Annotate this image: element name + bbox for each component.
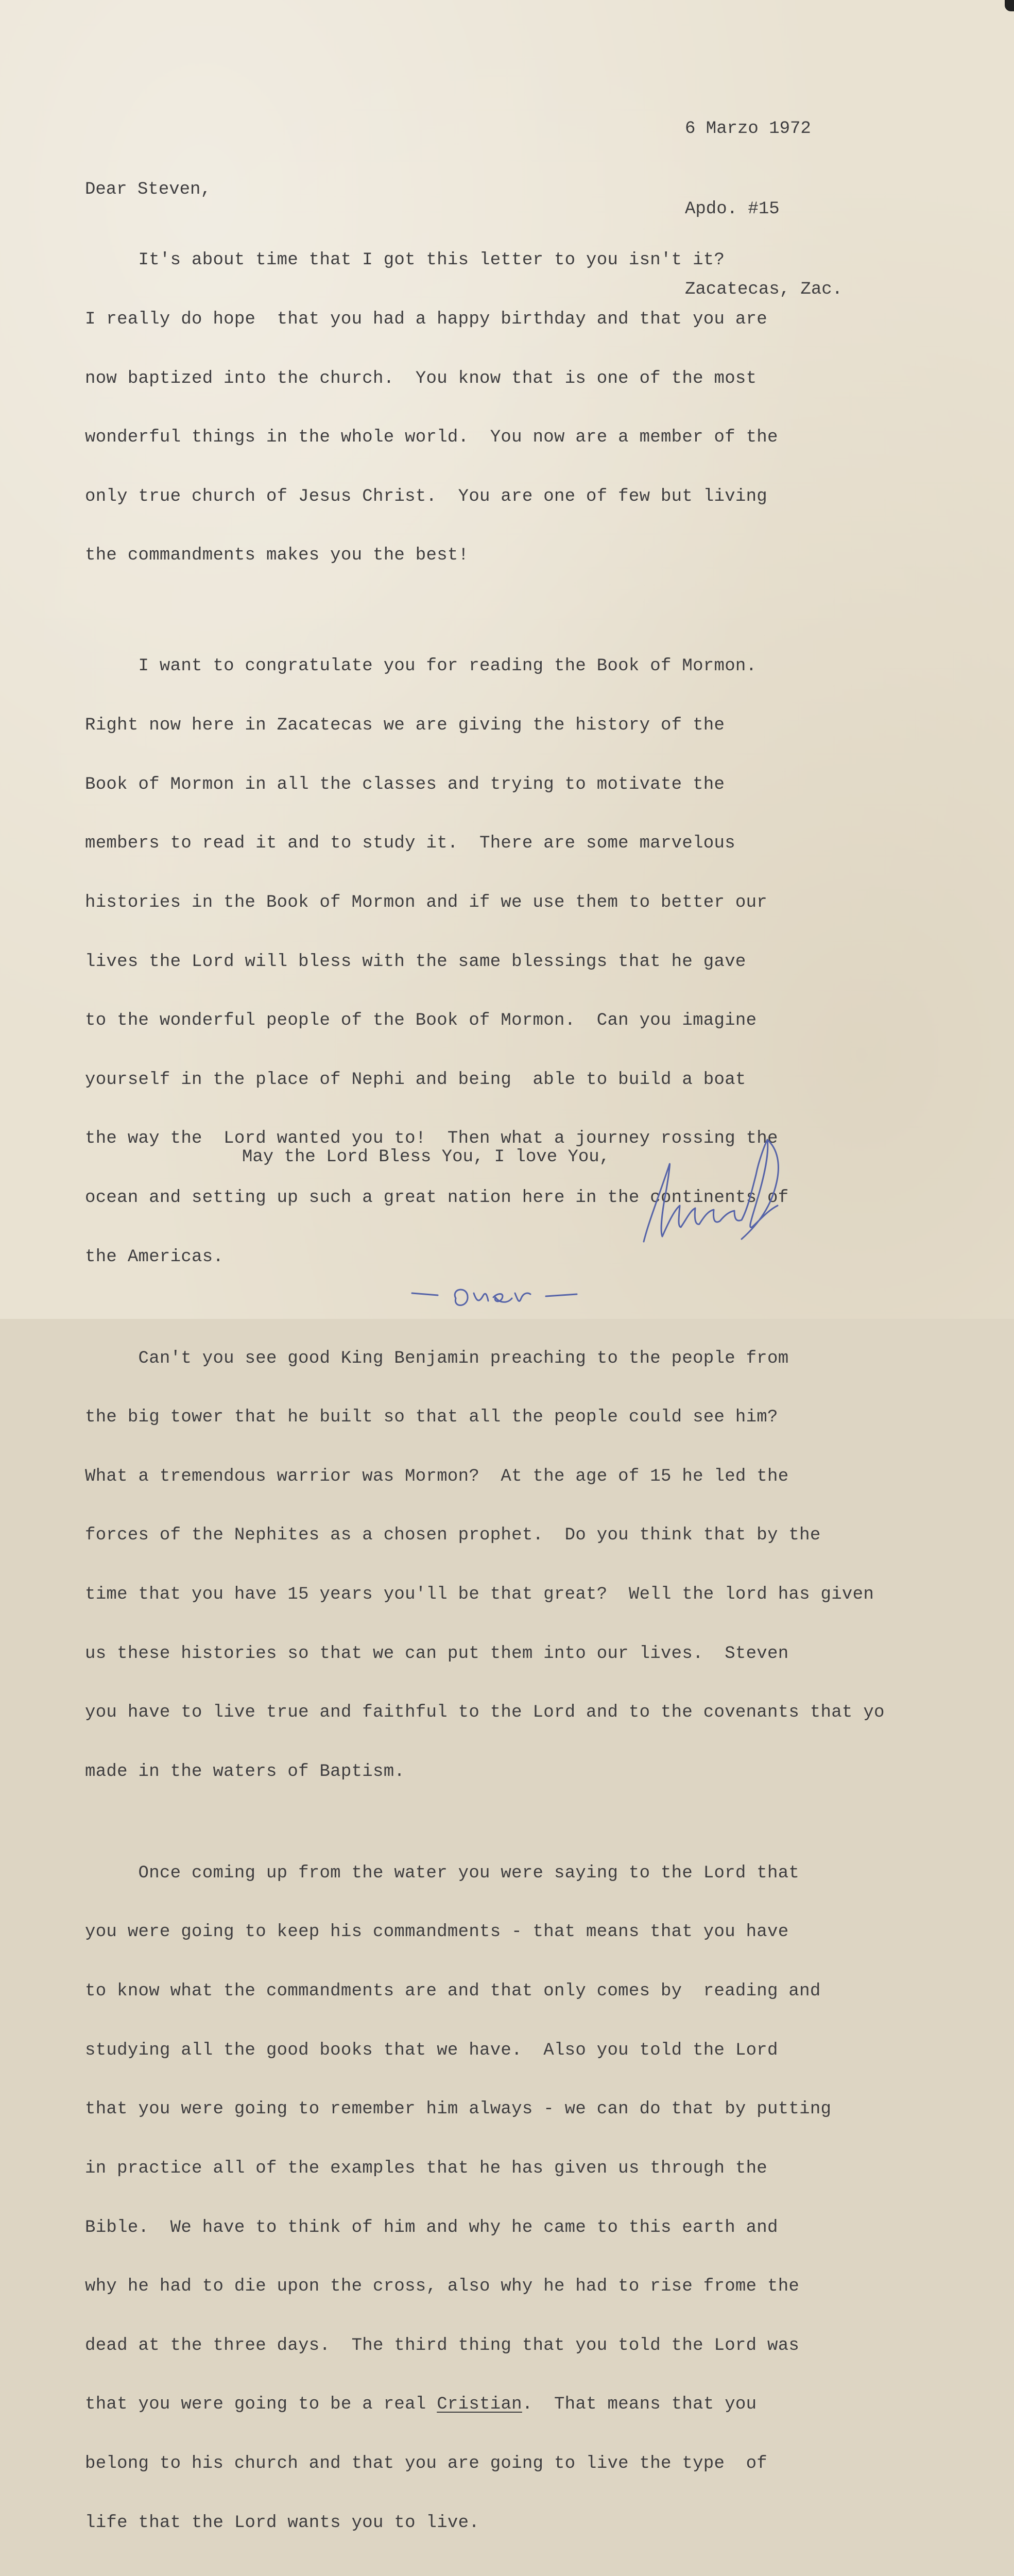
underlined-word: Cristian — [437, 2395, 522, 2415]
address-line-1: Apdo. #15 — [685, 199, 780, 219]
text-line — [85, 2395, 1007, 2414]
text-line: Bible. We have to think of him and why he came to this earth and — [85, 2217, 778, 2238]
closing-line: May the Lord Bless You, I love You, — [242, 1147, 610, 1167]
text-line: I really do hope that you had a happy birthday and that you are — [85, 310, 768, 330]
text-line: life that the Lord wants you to live. — [85, 2513, 480, 2533]
text-line: to the wonderful people of the Book of Mormon. Can you imagine — [85, 1011, 757, 1031]
text-line: you were going to keep his commandments - that means that you have — [85, 1922, 789, 1942]
text-line: in practice all of the examples that he has given us through the — [85, 2158, 768, 2178]
text-line: yourself in the place of Nephi and being able to build a boat — [85, 1070, 746, 1090]
text-line: It's about time that I got this letter to you isn't it? — [85, 250, 725, 270]
text-line: you have to live true and faithful to the Lord and to the covenants that yo — [85, 1703, 885, 1723]
text-line: to know what the commandments are and that only comes by reading and — [85, 1981, 821, 2002]
text-line: Book of Mormon in all the classes and trying to motivate the — [85, 774, 725, 794]
text-line: ocean and setting up such a great nation here in the continents of — [85, 1188, 789, 1208]
paragraph-3 — [85, 1309, 1007, 1821]
paragraph-1 — [85, 211, 1007, 605]
text-line: that you were going to remember him always - we can do that by putting — [85, 2099, 832, 2120]
text-line: forces of the Nephites as a chosen prophet. Do you think that by the — [85, 1526, 821, 1546]
text-line: Can't you see good King Benjamin preaching to the people from — [85, 1348, 789, 1368]
paragraph-2 — [85, 617, 1007, 1306]
text-line: belong to his church and that you are going to live the type of — [85, 2453, 768, 2473]
text-line: made in the waters of Baptism. — [85, 1761, 405, 1782]
text-line: why he had to die upon the cross, also why he had to rise frome the — [85, 2277, 800, 2297]
corner-mark — [1005, 0, 1014, 11]
text-line: What a tremendous warrior was Mormon? At the age of 15 he led the — [85, 1466, 789, 1486]
text-fragment: . That means that you — [522, 2395, 757, 2415]
text-line: the commandments makes you the best! — [85, 546, 469, 566]
letter-date: 6 Marzo 1972 — [685, 119, 811, 139]
text-line: the Americas. — [85, 1247, 224, 1267]
address-line-2: Zacatecas, Zac. — [685, 280, 843, 299]
handwritten-signature — [613, 1133, 809, 1262]
text-line: time that you have 15 years you'll be that great? Well the lord has given — [85, 1585, 874, 1605]
text-line: the big tower that he built so that all the people could see him? — [85, 1408, 778, 1428]
text-line: us these histories so that we can put them into our lives. Steven — [85, 1643, 789, 1664]
text-line: the way the Lord wanted you to! Then what a journey rossing the — [85, 1129, 778, 1149]
text-line: I want to congratulate you for reading the Book of Mormon. — [85, 656, 757, 676]
text-fragment: that you were going to be a real — [85, 2395, 437, 2415]
handwritten-over-note — [407, 1278, 623, 1314]
text-line: Once coming up from the water you were saying to the Lord that — [85, 1863, 800, 1883]
text-line: wonderful things in the whole world. You now are a member of the — [85, 428, 778, 448]
text-line: members to read it and to study it. There are some marvelous — [85, 834, 735, 854]
text-line: lives the Lord will bless with the same blessings that he gave — [85, 952, 746, 972]
text-line: studying all the good books that we have. Also you told the Lord — [85, 2040, 778, 2060]
text-line: histories in the Book of Mormon and if we use them to better our — [85, 892, 768, 912]
letter-body — [85, 211, 1007, 2576]
paragraph-4 — [85, 1824, 1007, 2572]
text-line: only true church of Jesus Christ. You are one of few but living — [85, 486, 768, 506]
text-line: now baptized into the church. You know that is one of the most — [85, 368, 757, 388]
text-line: Right now here in Zacatecas we are giving the history of the — [85, 716, 725, 736]
salutation: Dear Steven, — [85, 180, 211, 199]
text-line: dead at the three days. The third thing that you told the Lord was — [85, 2335, 800, 2355]
